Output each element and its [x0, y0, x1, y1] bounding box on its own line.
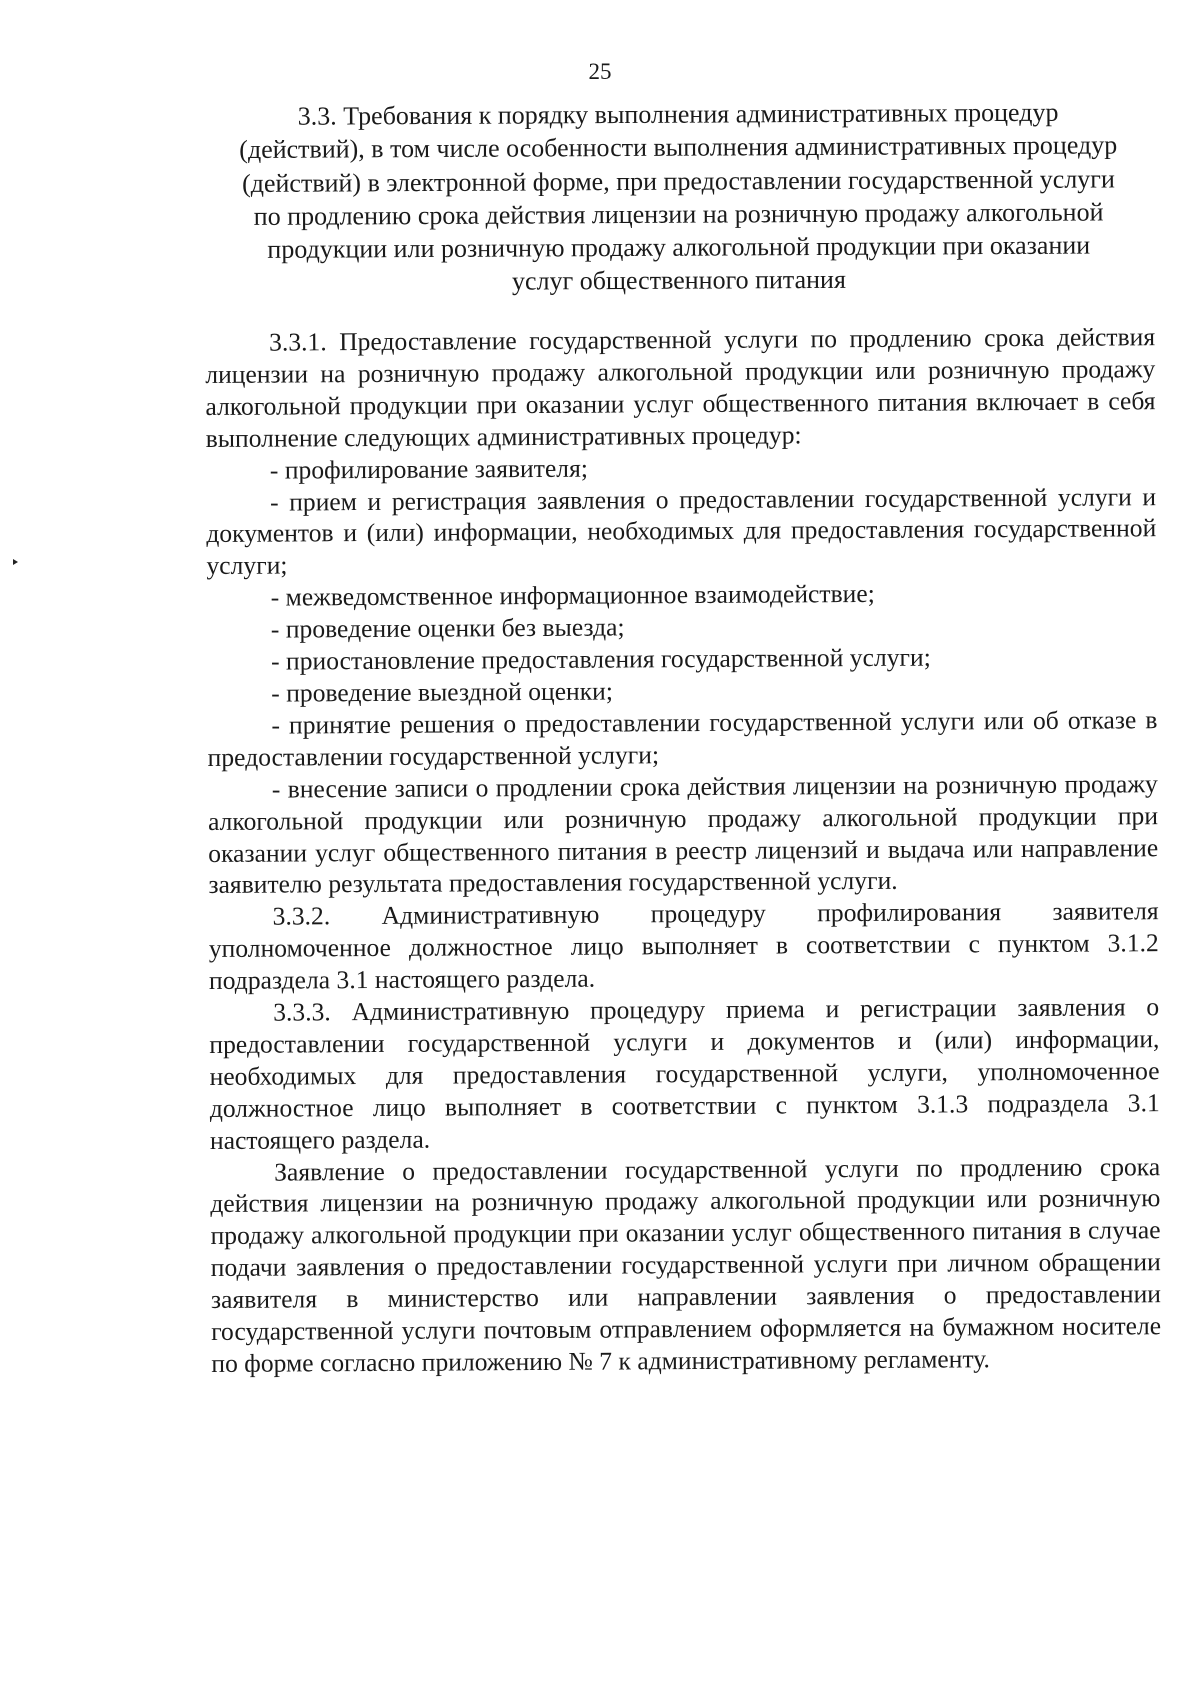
list-item: - прием и регистрация заявления о предоставлении государственной услуги и документов и (или) информации, необходимых для предоставления государственной услуги; [206, 481, 1157, 581]
list-item: - профилирование заявителя; [269, 453, 589, 485]
paragraph-3-3-2: 3.3.2. Административную процедуру профилирования заявителя уполномоченное должностное лицо выполняет в соответствии с пунктом 3.1.2 подраздела 3.1 настоящего раздела. [208, 896, 1159, 996]
list-item: - проведение выездной оценки; [271, 676, 614, 708]
paragraph-application-form: Заявление о предоставлении государственной услуги по продлению срока действия лицензии на розничную продажу алкогольной продукции или розничную продажу алкогольной продукции при оказании услуг общественного питания в случае подачи заявления о предоставлении государственной услуги при личном обращении заявителя в министерство или направлении заявления о предоставлении государственной услуги почтовым отправлением оформляется на бумажном носителе по форме согласно приложению № 7 к административному регламенту. [210, 1151, 1162, 1378]
list-item: - проведение оценки без выезда; [270, 612, 625, 644]
paragraph-3-3-3: 3.3.3. Административную процедуру приема и регистрации заявления о предоставлении государственной услуги и документов и (или) информации, необходимых для предоставления государственной услуги, уполномоченное должностное лицо выполняет в соответствии с пунктом 3.1.3 подраздела 3.1 настоящего раздела. [209, 992, 1160, 1155]
list-item: - внесение записи о продлении срока действия лицензии на розничную продажу алкогольной продукции или розничную продажу алкогольной продукции при оказании услуг общественного питания в реестр лицензий и выдача или направление заявителю результата предоставления государственной услуги. [207, 768, 1159, 900]
list-item: - приостановление предоставления государственной услуги; [270, 642, 931, 676]
list-item: - межведомственное информационное взаимодействие; [270, 579, 875, 612]
page-number: 25 [588, 59, 612, 84]
list-item: - принятие решения о предоставлении государственной услуги или об отказе в предоставлении государственной услуги; [207, 705, 1158, 772]
section-body [205, 321, 1161, 1380]
section-heading: 3.3. Требования к порядку выполнения административных процедур (действий), в том числе особенности выполнения административных процедур (действий) в электронной форме, при предоставлении государственной услуги по продлению срока действия лицензии на розничную продажу алкогольной продукции или розничную продажу алкогольной продукции при оказании услуг общественного питания [239, 97, 1118, 297]
paragraph-3-3-1: 3.3.1. Предоставление государственной услуги по продлению срока действия лицензии на розничную продажу алкогольной продукции или розничную продажу алкогольной продукции при оказании услуг общественного питания включает в себя выполнение следующих административных процедур: [205, 322, 1156, 453]
scan-mark [13, 559, 18, 565]
